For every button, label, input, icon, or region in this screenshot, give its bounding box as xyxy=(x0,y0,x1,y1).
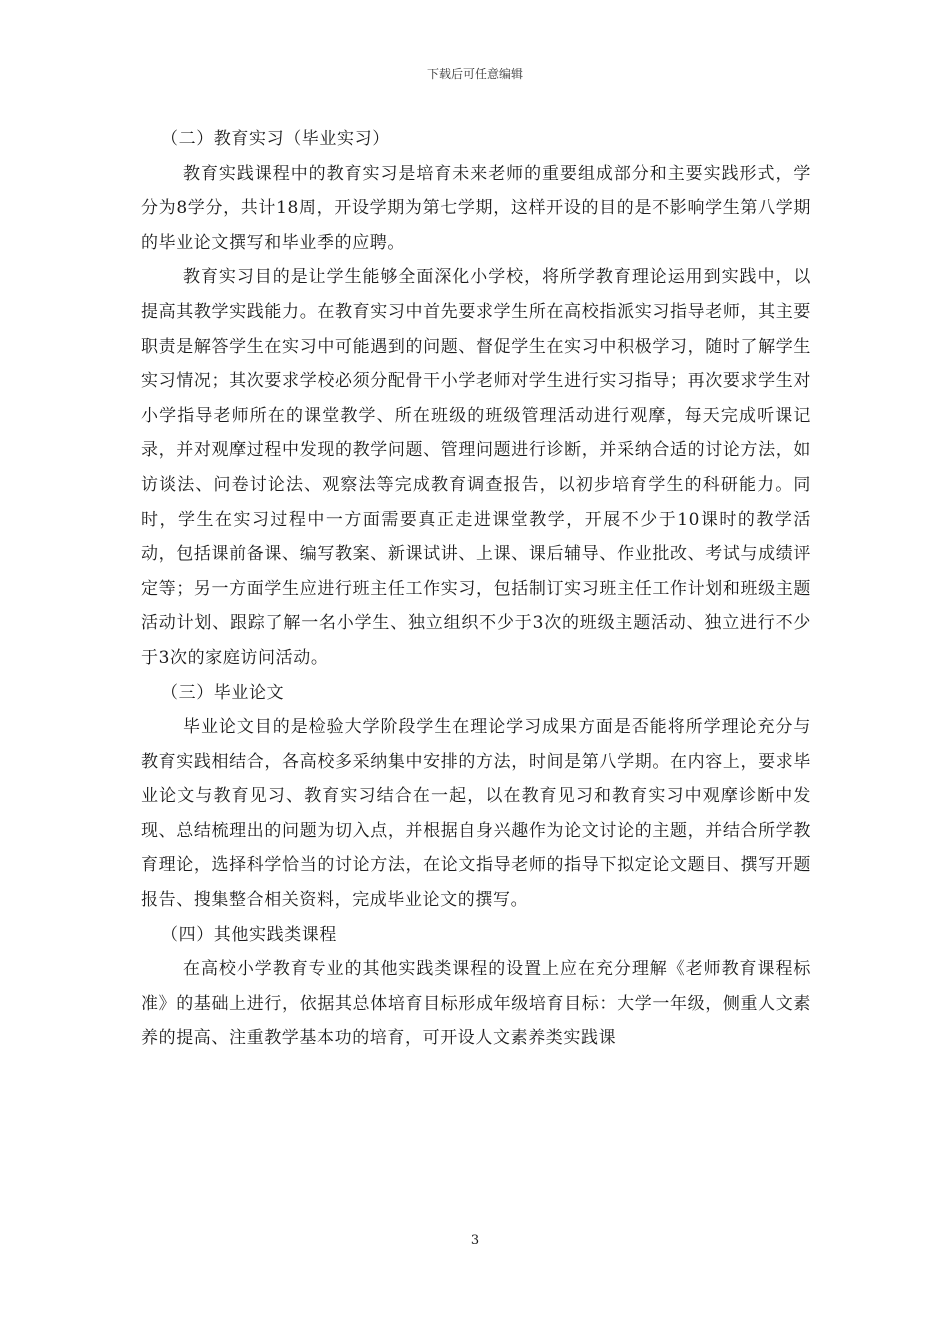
paragraph-2-1: 教育实践课程中的教育实习是培育未来老师的重要组成部分和主要实践形式，学分为8学分，共计18周，开设学期为第七学期，这样开设的目的是不影响学生第八学期的毕业论文撰写和毕业季的应聘。 xyxy=(141,163,811,253)
section-heading-2: （二）教育实习（毕业实习） xyxy=(161,129,390,149)
page-header: 下载后可任意编辑 xyxy=(426,67,523,81)
section-heading-3: （三）毕业论文 xyxy=(161,682,285,703)
paragraph-4-1: 在高校小学教育专业的其他实践类课程的设置上应在充分理解《老师教育课程标准》的基础上进行，依据其总体培育目标形成年级培育目标：大学一年级，侧重人文素养的提高、注重教学基本功的培育，可开设人文素养类实践课 xyxy=(141,959,811,1049)
document-body xyxy=(141,122,811,1056)
paragraph-3-1: 毕业论文目的是检验大学阶段学生在理论学习成果方面是否能将所学理论充分与教育实践相结合，各高校多采纳集中安排的方法，时间是第八学期。在内容上，要求毕业论文与教育见习、教育实习结合在一起，以在教育见习和教育实习中观摩诊断中发现、总结梳理出的问题为切入点，并根据自身兴趣作为论文讨论的主题，并结合所学教育理论，选择科学恰当的讨论方法，在论文指导老师的指导下拟定论文题目、撰写开题报告、搜集整合相关资料，完成毕业论文的撰写。 xyxy=(141,717,811,911)
paragraph-2-2: 教育实习目的是让学生能够全面深化小学校，将所学教育理论运用到实践中，以提高其教学实践能力。在教育实习中首先要求学生所在高校指派实习指导老师，其主要职责是解答学生在实习中可能遇到的问题、督促学生在实习中积极学习，随时了解学生实习情况；其次要求学校必须分配骨干小学老师对学生进行实习指导；再次要求学生对小学指导老师所在的课堂教学、所在班级的班级管理活动进行观摩，每天完成听课记录，并对观摩过程中发现的教学问题、管理问题进行诊断，并采纳合适的讨论方法，如访谈法、问卷讨论法、观察法等完成教育调查报告，以初步培育学生的科研能力。同时，学生在实习过程中一方面需要真正走进课堂教学，开展不少于10课时的教学活动，包括课前备课、编写教案、新课试讲、上课、课后辅导、作业批改、考试与成绩评定等；另一方面学生应进行班主任工作实习，包括制订实习班主任工作计划和班级主题活动计划、跟踪了解一名小学生、独立组织不少于3次的班级主题活动、独立进行不少于3次的家庭访问活动。 xyxy=(141,267,811,668)
page-number: 3 xyxy=(470,1233,480,1248)
section-heading-4: （四）其他实践类课程 xyxy=(161,924,337,945)
